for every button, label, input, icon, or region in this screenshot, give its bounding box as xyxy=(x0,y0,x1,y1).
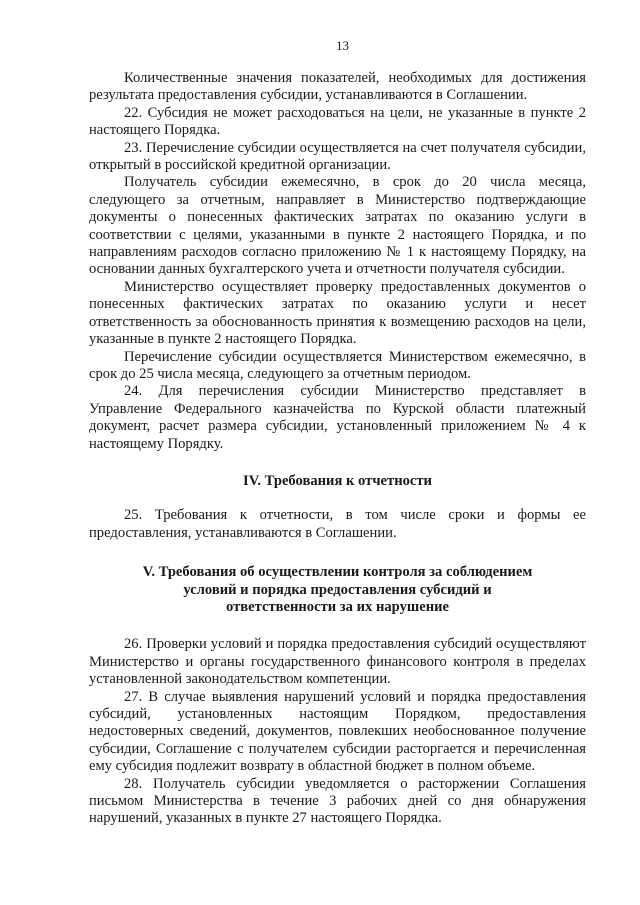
paragraph-26: 26. Проверки условий и порядка предоставления субсидий осуществляют Министерство и органы государственного финансового контроля в пределах установленной законодательством компетенции. xyxy=(89,636,586,688)
paragraph-22: 22. Субсидия не может расходоваться на цели, не указанные в пункте 2 настоящего Порядка. xyxy=(89,104,586,139)
paragraph-25: 25. Требования к отчетности, в том числе сроки и формы ее предоставления, устанавливаются в Соглашении. xyxy=(89,507,586,541)
paragraph-ministry-check: Министерство осуществляет проверку предоставленных документов о понесенных фактических затратах по оказанию услуги и несет ответственность за обоснованность принятия к возмещению расходов на цели, указанные в пункте 2 настоящего Порядка. xyxy=(89,278,586,348)
section-v-heading-line-2: условий и порядка предоставления субсидий и xyxy=(183,581,492,598)
section-v-heading-line-1: V. Требования об осуществлении контроля за соблюдением xyxy=(142,564,533,581)
section-v-heading-line-3: ответственности за их нарушение xyxy=(226,598,449,615)
page-number: 13 xyxy=(336,38,349,53)
paragraph-24: 24. Для перечисления субсидии Министерство представляет в Управление Федерального казначейства по Курской области платежный документ, расчет размера субсидии, установленный приложением № 4 к настоящему Порядку. xyxy=(89,383,586,452)
paragraph-27: 27. В случае выявления нарушений условий и порядка предоставления субсидий, установленных настоящим Порядком, предоставления недостоверных сведений, документов, повлекших необоснованное получение субсидии, Соглашение с получателем субсидии расторгается и перечисленная ему субсидия подлежит возврату в областной бюджет в полном объеме. xyxy=(89,688,586,775)
section-v-heading xyxy=(89,564,586,616)
paragraph-23: 23. Перечисление субсидии осуществляется на счет получателя субсидии, открытый в российской кредитной организации. xyxy=(89,139,586,174)
section-iv-heading: IV. Требования к отчетности xyxy=(243,472,432,489)
paragraph-transfer-monthly: Перечисление субсидии осуществляется Министерством ежемесячно, в срок до 25 числа месяца, следующего за отчетным периодом. xyxy=(89,348,586,382)
paragraph-recipient-monthly: Получатель субсидии ежемесячно, в срок до 20 числа месяца, следующего за отчетным, направляет в Министерство подтверждающие документы о понесенных фактических затратах по оказанию услуги в соответствии с целями, указанными в пункте 2 настоящего Порядка, и по направлениям расходов согласно приложению № 1 к настоящему Порядку, на основании данных бухгалтерского учета и отчетности получателя субсидии. xyxy=(89,174,586,278)
top-body xyxy=(89,70,586,453)
paragraph-28: 28. Получатель субсидии уведомляется о расторжении Соглашения письмом Министерства в течение 3 рабочих дней со дня обнаружения нарушений, указанных в пункте 27 настоящего Порядка. xyxy=(89,775,586,827)
paragraph-results-indicators: Количественные значения показателей, необходимых для достижения результата предоставления субсидии, устанавливаются в Соглашении. xyxy=(89,70,586,104)
